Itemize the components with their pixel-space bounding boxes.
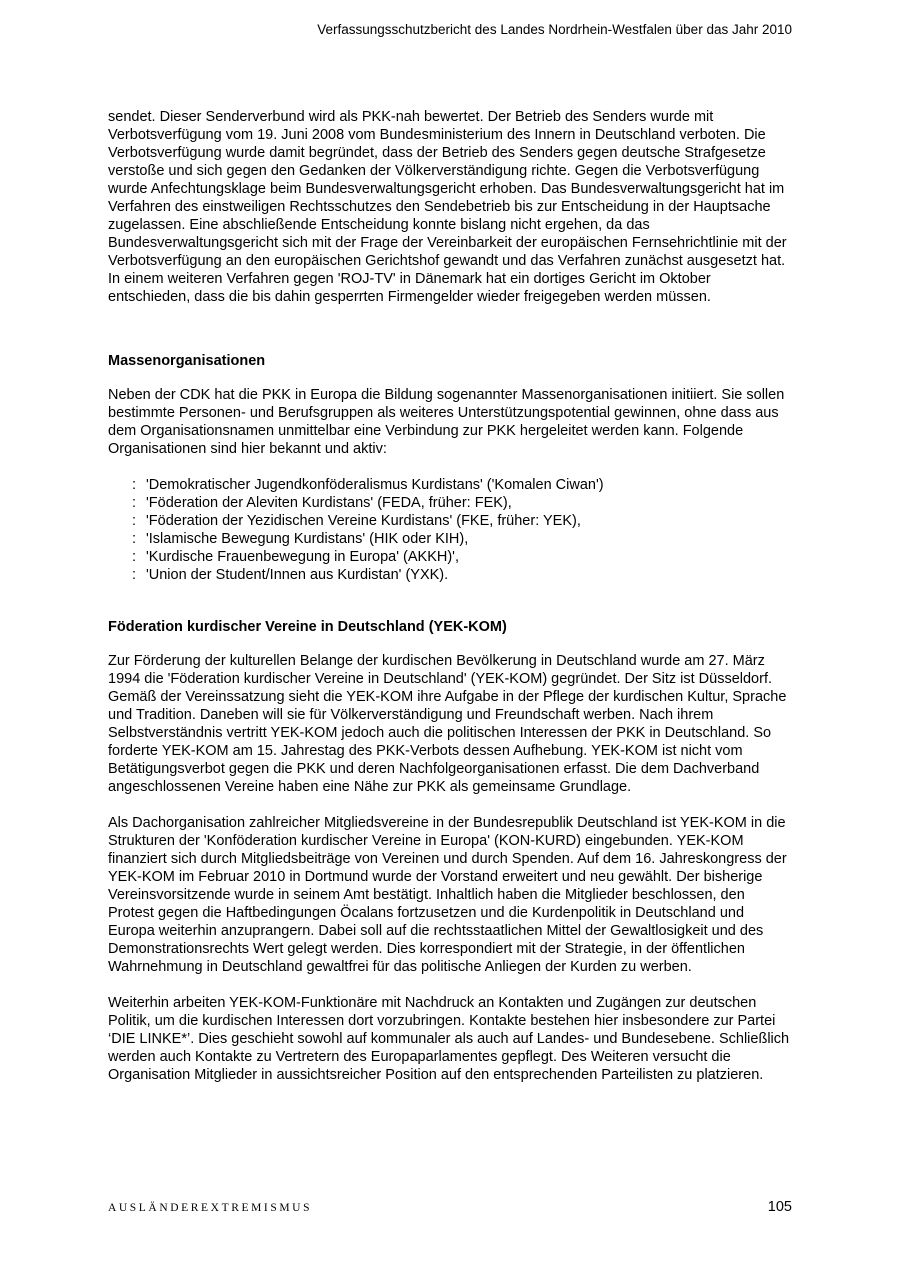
list-bullet: : xyxy=(132,567,137,583)
footer-section-label: AUSLÄNDEREXTREMISMUS xyxy=(108,1202,313,1214)
list-item: : 'Föderation der Yezidischen Vereine Kurdistans' (FKE, früher: YEK), xyxy=(132,513,581,529)
intro-paragraph: sendet. Dieser Senderverbund wird als PKK-nah bewertet. Der Betrieb des Senders wurde mit Verbotsverfügung vom 19. Juni 2008 vom Bundesministerium des Innern in Deutschland verboten. Die Verbotsverfügung wurde damit begründet, dass der Betrieb des Senders gegen deutsche Strafgesetze verstoße und sich gegen den Gedanken der Völkerverständigung richte. Gegen die Verbotsverfügung wurde Anfechtungsklage beim Bundesverwaltungsgericht erhoben. Das Bundesverwaltungsgericht hat im Verfahren des einstweiligen Rechtsschutzes den Sendebetrieb bis zur Entscheidung in der Hauptsache zugelassen. Eine abschließende Entscheidung konnte bislang nicht ergehen, da das Bundesverwaltungsgericht sich mit der Frage der Vereinbarkeit der europäischen Fernsehrichtlinie mit der Verbotsverfügung an den europäischen Gerichtshof gewandt und das Verfahren zunächst ausgesetzt hat. In einem weiteren Verfahren gegen 'ROJ-TV' in Dänemark hat ein dortiges Gericht im Oktober entschieden, dass die bis dahin gesperrten Firmengelder wieder freigegeben werden müssen. xyxy=(108,109,787,305)
organization-list xyxy=(108,476,792,584)
list-item: : 'Kurdische Frauenbewegung in Europa' (AKKH)', xyxy=(132,549,459,565)
list-item: : 'Föderation der Aleviten Kurdistans' (FEDA, früher: FEK), xyxy=(132,495,512,511)
list-bullet: : xyxy=(132,531,137,547)
page-number: 105 xyxy=(767,1199,792,1215)
running-header: Verfassungsschutzbericht des Landes Nordrhein-Westfalen über das Jahr 2010 xyxy=(317,22,792,37)
yek-kom-paragraph-1: Zur Förderung der kulturellen Belange der kurdischen Bevölkerung in Deutschland wurde am 27. März 1994 die 'Föderation kurdischer Vereine in Deutschland' (YEK-KOM) gegründet. Der Sitz ist Düsseldorf. Gemäß der Vereinssatzung sieht die YEK-KOM ihre Aufgabe in der Pflege der kurdischen Kultur, Sprache und Tradition. Daneben will sie für Völkerverständigung und Freundschaft werben. Nach ihrem Selbstverständnis vertritt YEK-KOM jedoch auch die politischen Interessen der PKK in Deutschland. So forderte YEK-KOM am 15. Jahrestag des PKK-Verbots dessen Aufhebung. YEK-KOM ist nicht vom Betätigungsverbot gegen die PKK und deren Nachfolgeorganisationen erfasst. Die dem Dachverband angeschlossenen Vereine haben eine Nähe zur PKK als gemeinsame Grundlage. xyxy=(108,653,787,795)
list-bullet: : xyxy=(132,513,137,529)
document-body xyxy=(108,108,792,1084)
list-bullet: : xyxy=(132,549,137,565)
section-heading-mass-organizations: Massenorganisationen xyxy=(108,353,266,369)
list-item: : 'Demokratischer Jugendkonföderalismus Kurdistans' ('Komalen Ciwan') xyxy=(132,477,604,493)
yek-kom-paragraph-3: Weiterhin arbeiten YEK-KOM-Funktionäre mit Nachdruck an Kontakten und Zugängen zur deutschen Politik, um die kurdischen Interessen dort vorzubringen. Kontakte bestehen hier insbesondere zur Partei ‘DIE LINKE*’. Dies geschieht sowohl auf kommunaler als auch auf Landes- und Bundesebene. Schließlich werden auch Kontakte zu Vertretern des Europaparlamentes gepflegt. Des Weiteren versucht die Organisation Mitglieder in aussichtsreicher Position auf den entsprechenden Parteilisten zu platzieren. xyxy=(108,995,790,1083)
list-bullet: : xyxy=(132,495,137,511)
yek-kom-paragraph-2: Als Dachorganisation zahlreicher Mitgliedsvereine in der Bundesrepublik Deutschland ist YEK-KOM in die Strukturen der 'Konföderation kurdischer Vereine in Europa' (KON-KURD) eingebunden. YEK-KOM finanziert sich durch Mitgliedsbeiträge von Vereinen und durch Spenden. Auf dem 16. Jahreskongress der YEK-KOM im Februar 2010 in Dortmund wurde der Vorstand erweitert und neu gewählt. Der bisherige Vereinsvorsitzende wurde in seinem Amt bestätigt. Inhaltlich haben die Mitglieder beschlossen, den Protest gegen die Haftbedingungen Öcalans fortzusetzen und die Kurdenpolitik in Deutschland und Europa weiterhin anzuprangern. Dabei soll auf die rechtsstaatlichen Mittel der Gewaltlosigkeit und des Demonstrationsrechts Wert gelegt werden. Dies korrespondiert mit der Strategie, in der öffentlichen Wahrnehmung in Deutschland gewaltfrei für das politische Anliegen der Kurden zu werben. xyxy=(108,815,787,975)
list-bullet: : xyxy=(132,477,137,493)
section-heading-yek-kom: Föderation kurdischer Vereine in Deutschland (YEK-KOM) xyxy=(108,619,507,635)
list-item: : 'Union der Student/Innen aus Kurdistan' (YXK). xyxy=(132,567,449,583)
mass-organizations-paragraph: Neben der CDK hat die PKK in Europa die Bildung sogenannter Massenorganisationen initiiert. Sie sollen bestimmte Personen- und Berufsgruppen als weiteres Unterstützungspotential gewinnen, ohne dass aus dem Organisationsnamen unmittelbar eine Verbindung zur PKK hergeleitet werden kann. Folgende Organisationen sind hier bekannt und aktiv: xyxy=(108,387,785,457)
list-item: : 'Islamische Bewegung Kurdistans' (HIK oder KIH), xyxy=(132,531,469,547)
